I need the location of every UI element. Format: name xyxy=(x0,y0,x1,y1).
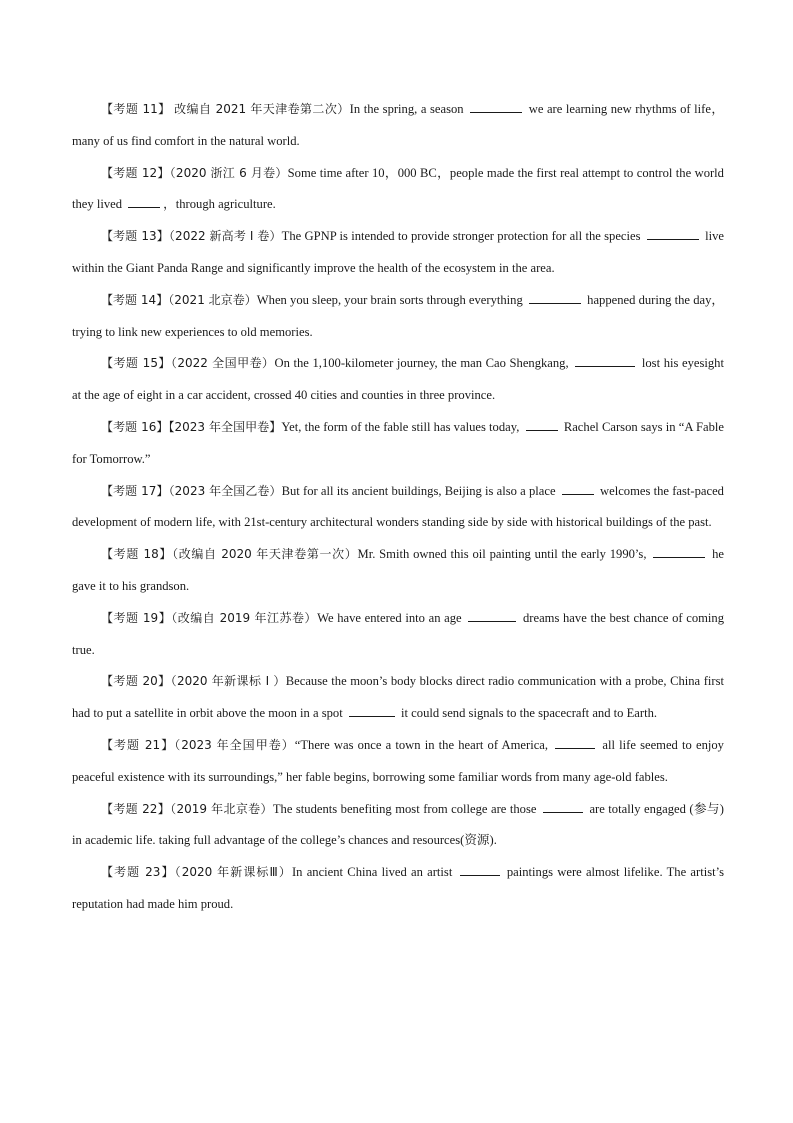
question-19 xyxy=(72,603,724,667)
question-text-after: live within the Giant Panda Range and significantly improve the health of the ecosystem in the area. xyxy=(72,229,724,275)
question-tag: 【考题 15】 xyxy=(101,356,171,371)
question-12 xyxy=(72,158,724,222)
question-17 xyxy=(72,476,724,540)
question-tag: 【考题 21】 xyxy=(101,737,175,752)
question-text-before: The students benefiting most from college are those xyxy=(272,801,537,816)
answer-blank[interactable] xyxy=(575,354,635,367)
question-source: 改编自 2021 年天津卷第二次） xyxy=(174,102,350,116)
question-text-after: we are learning new rhythms of life，many of us find comfort in the natural world. xyxy=(72,102,724,148)
question-11 xyxy=(72,94,724,158)
answer-blank[interactable] xyxy=(470,100,522,113)
question-tag: 【考题 12】 xyxy=(101,165,170,180)
question-text-before: “There was once a town in the heart of America, xyxy=(294,737,549,752)
question-tag: 【考题 19】 xyxy=(101,610,172,625)
question-text-after: paintings were almost lifelike. The artist’s reputation had made him proud. xyxy=(72,865,724,911)
question-text-after: it could send signals to the spacecraft and to Earth. xyxy=(401,706,658,721)
question-text-after: all life seemed to enjoy peaceful existence with its surroundings,” her fable begins, borrowing some familiar words from many age-old fables. xyxy=(72,737,724,784)
answer-blank[interactable] xyxy=(460,863,500,876)
answer-blank[interactable] xyxy=(349,704,395,717)
question-source: （2020 浙江 6 月卷） xyxy=(169,165,288,180)
question-text-after: he gave it to his grandson. xyxy=(72,547,724,593)
question-tag: 【考题 16】 xyxy=(101,419,169,434)
question-text-after: ，through agriculture. xyxy=(163,197,276,212)
answer-blank[interactable] xyxy=(526,418,558,431)
question-text-before: When you sleep, your brain sorts through everything xyxy=(256,292,523,307)
question-source: 【2023 年全国甲卷】 xyxy=(168,419,282,434)
question-tag: 【考题 23】 xyxy=(101,865,175,880)
question-source: （改编自 2019 年江苏卷） xyxy=(171,610,318,625)
question-22 xyxy=(72,794,724,858)
question-source: （改编自 2020 年天津卷第一次） xyxy=(172,547,358,562)
question-source: （2023 年全国甲卷） xyxy=(174,737,295,752)
question-tag: 【考题 14】 xyxy=(101,292,169,307)
question-21 xyxy=(72,730,724,794)
question-source: （2022 新高考 I 卷） xyxy=(168,229,282,244)
question-source: （2020 年新课标 I ） xyxy=(170,674,286,689)
question-14 xyxy=(72,285,724,349)
answer-blank[interactable] xyxy=(543,800,583,813)
question-text-before: In the spring, a season xyxy=(349,102,464,116)
question-text-after: dreams have the best chance of coming true. xyxy=(72,610,724,657)
question-text-before: Because the moon’s body blocks direct radio communication with a probe, China first had to put a satellite in orbit above the moon in a spot xyxy=(72,674,724,721)
answer-blank[interactable] xyxy=(128,195,160,208)
question-tag: 【考题 17】 xyxy=(101,483,169,498)
answer-blank[interactable] xyxy=(562,482,594,495)
question-13 xyxy=(72,221,724,285)
answer-blank[interactable] xyxy=(555,736,595,749)
question-text-after: are totally engaged (参与) in academic life. taking full advantage of the college’s chances and resources(资源). xyxy=(72,801,725,848)
question-text-before: The GPNP is intended to provide stronger protection for all the species xyxy=(281,229,641,244)
question-15 xyxy=(72,348,724,412)
answer-blank[interactable] xyxy=(647,227,699,240)
question-text-after: Rachel Carson says in “A Fable for Tomorrow.” xyxy=(72,419,724,466)
question-18 xyxy=(72,539,724,603)
question-tag: 【考题 18】 xyxy=(101,547,173,562)
question-text-before: On the 1,100-kilometer journey, the man Cao Shengkang, xyxy=(274,356,569,371)
question-source: （2020 年新课标Ⅲ） xyxy=(174,865,292,880)
question-text-after: lost his eyesight at the age of eight in a car accident, crossed 40 cities and counties in three province. xyxy=(72,356,724,403)
question-text-before: But for all its ancient buildings, Beijing is also a place xyxy=(281,483,556,498)
question-source: （2022 全国甲卷） xyxy=(170,356,275,371)
question-list xyxy=(72,94,724,921)
question-source: （2023 年全国乙卷） xyxy=(168,483,282,498)
question-text-before: Mr. Smith owned this oil painting until the early 1990’s, xyxy=(357,547,647,562)
question-text-after: welcomes the fast-paced development of modern life, with 21st-century architectural wonders standing side by side with historical buildings of the past. xyxy=(72,483,724,530)
answer-blank[interactable] xyxy=(468,609,516,622)
question-tag: 【考题 20】 xyxy=(101,674,171,689)
question-text-before: We have entered into an age xyxy=(317,610,462,625)
question-tag: 【考题 11】 xyxy=(101,102,171,116)
question-text-before: In ancient China lived an artist xyxy=(291,865,453,880)
question-source: （2021 北京卷） xyxy=(168,292,257,307)
question-tag: 【考题 13】 xyxy=(101,229,169,244)
question-20 xyxy=(72,666,724,730)
question-23 xyxy=(72,857,724,921)
question-text-before: Some time after 10，000 BC，people made the first real attempt to control the world they lived xyxy=(72,165,724,212)
question-16 xyxy=(72,412,724,476)
question-text-after: happened during the day，trying to link new experiences to old memories. xyxy=(72,292,725,339)
question-text-before: Yet, the form of the fable still has values today, xyxy=(281,419,520,434)
answer-blank[interactable] xyxy=(529,291,581,304)
question-tag: 【考题 22】 xyxy=(101,801,171,816)
question-source: （2019 年北京卷） xyxy=(170,801,273,816)
answer-blank[interactable] xyxy=(653,545,705,558)
